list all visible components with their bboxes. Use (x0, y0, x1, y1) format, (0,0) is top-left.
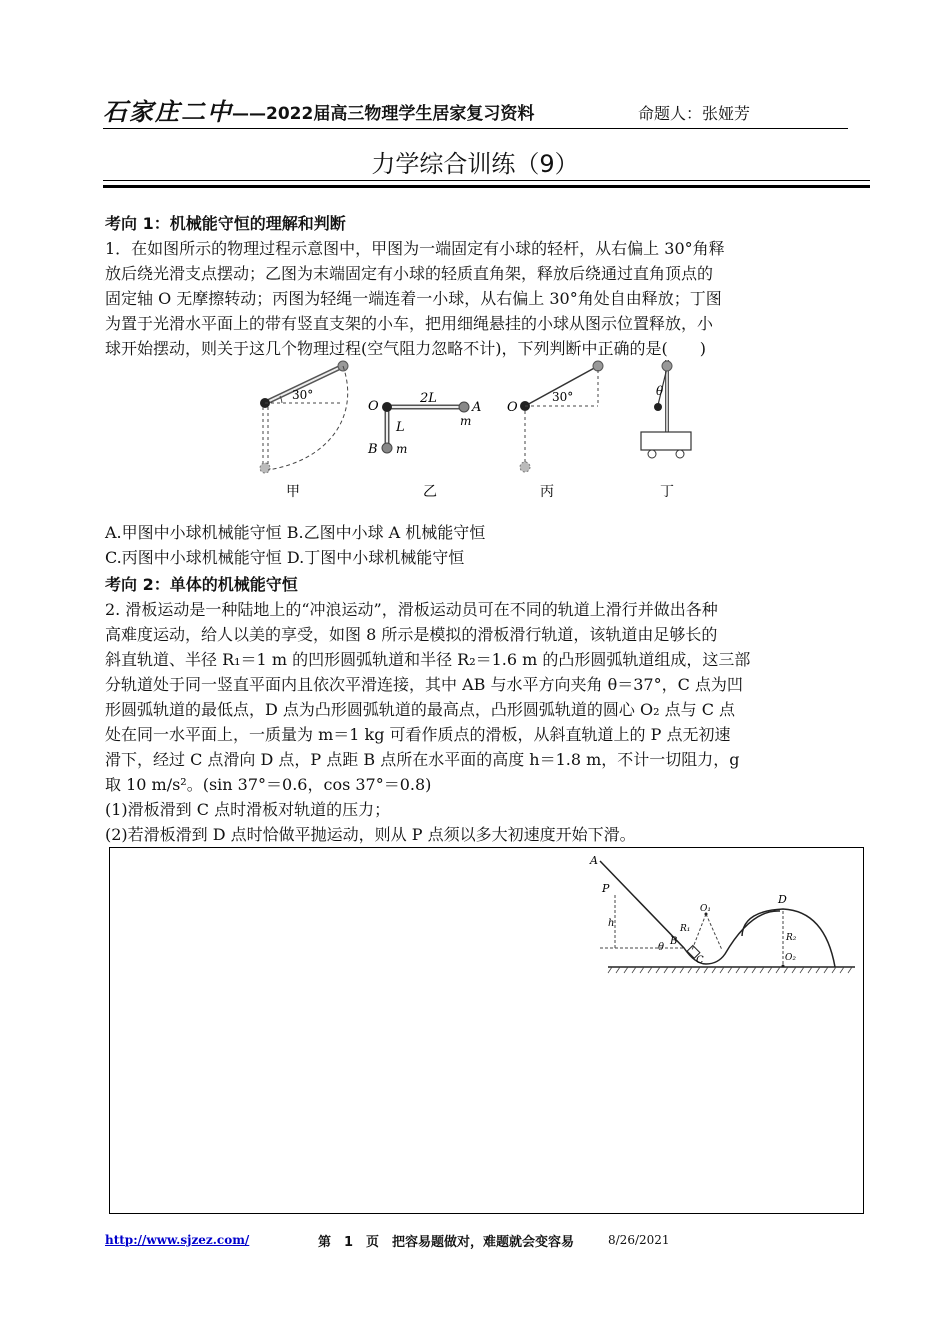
q2-line: 2. 滑板运动是一种陆地上的“冲浪运动”，滑板运动员可在不同的轨道上滑行并做出各种 (105, 600, 718, 619)
ground-hatching (608, 967, 852, 973)
q1-line: 1．在如图所示的物理过程示意图中，甲图为一端固定有小球的轻杆，从右偏上 30°角释 (105, 239, 725, 258)
question1-figure (240, 355, 710, 505)
footer-date: 8/26/2021 (608, 1233, 670, 1247)
label-O2: O₂ (785, 953, 796, 963)
q2-line: 滑下，经过 C 点滑向 D 点，P 点距 B 点所在水平面的高度 h＝1.8 m，不计一切阻力，g (105, 750, 740, 769)
label-O1: O₁ (700, 904, 711, 914)
section2-heading: 考向 2：单体的机械能守恒 (105, 575, 298, 594)
section1-heading: 考向 1：机械能守恒的理解和判断 (105, 214, 346, 233)
title-rule-thick (103, 185, 870, 188)
q2-line: 分轨道处于同一竖直平面内且依次平滑连接，其中 AB 与水平方向夹角 θ＝37°，C 点为凹 (105, 675, 743, 694)
question2-figure (590, 854, 860, 976)
q2-line: 形圆弧轨道的最低点，D 点为凸形圆弧轨道的最高点，凸形圆弧轨道的圆心 O₂ 点与 C 点 (105, 700, 736, 719)
q1-option-line: C.丙图中小球机械能守恒 D.丁图中小球机械能守恒 (105, 548, 465, 567)
caption-ding: 丁 (660, 484, 674, 500)
q1-line: 固定轴 O 无摩擦转动；丙图为轻绳一端连着一小球，从右偏上 30°角处自由释放；丁图 (105, 289, 722, 308)
yi-m-top-label: m (460, 414, 472, 428)
bing-angle-label: 30° (552, 390, 574, 404)
question2-text (105, 597, 845, 847)
q2-line: 取 10 m/s²。(sin 37°＝0.6，cos 37°＝0.8) (105, 775, 432, 794)
jia-angle-label: 30° (292, 388, 314, 402)
q2-line: (1)滑板滑到 C 点时滑板对轨道的压力； (105, 800, 391, 819)
figure-jia (260, 361, 348, 500)
title-rule-thin (103, 180, 870, 181)
caption-bing: 丙 (540, 484, 554, 500)
figure-ding (641, 360, 691, 500)
yi-B-label: B (368, 442, 378, 457)
label-A: A (590, 854, 598, 867)
q1-line: 放后绕光滑支点摆动；乙图为末端固定有小球的轻质直角架，释放后绕通过直角顶点的 (105, 264, 714, 283)
q2-line: 斜直轨道、半径 R₁＝1 m 的凹形圆弧轨道和半径 R₂＝1.6 m 的凸形圆弧轨道组成，这三部 (105, 650, 751, 669)
figure-yi (367, 391, 481, 500)
label-D: D (778, 893, 787, 906)
label-C: C (696, 955, 704, 966)
yi-L-label: L (396, 420, 405, 435)
label-h: h (608, 918, 615, 929)
ding-theta-label: θ (656, 384, 664, 398)
figure-bing (507, 361, 603, 500)
label-B: B (670, 936, 678, 947)
q1-line: 为置于光滑水平面上的带有竖直支架的小车，把用细绳悬挂的小球从图示位置释放，小 (105, 314, 714, 333)
bing-O-label: O (507, 400, 518, 415)
page-title: 力学综合训练（9） (371, 150, 579, 178)
yi-O-label: O (368, 399, 379, 414)
header-divider (103, 128, 848, 129)
q2-line: (2)若滑板滑到 D 点时恰做平抛运动，则从 P 点须以多大初速度开始下滑。 (105, 825, 636, 844)
question1-text (105, 236, 845, 361)
footer-page-text: 第 1 页 把容易题做对，难题就会变容易 (318, 1235, 575, 1250)
yi-2L-label: 2L (420, 391, 437, 406)
caption-jia: 甲 (286, 484, 300, 500)
q2-line: 处在同一水平面上，一质量为 m＝1 kg 可看作质点的滑板，从斜直轨道上的 P 点无初速 (105, 725, 731, 744)
label-R2: R₂ (786, 933, 797, 943)
q1-line: 球开始摆动，则关于这几个物理过程(空气阻力忽略不计)，下列判断中正确的是( ) (105, 339, 706, 358)
q1-options (105, 520, 485, 570)
yi-A-label: A (472, 400, 482, 415)
header-title: ——2022届高三物理学生居家复习资料 (232, 104, 535, 124)
caption-yi: 乙 (423, 484, 437, 500)
header-author: 命题人：张娅芳 (638, 104, 751, 123)
label-R1: R₁ (680, 924, 691, 934)
school-logo: 石家庄二中 (103, 97, 233, 126)
q1-option-line: A.甲图中小球机械能守恒 B.乙图中小球 A 机械能守恒 (105, 523, 486, 542)
label-P: P (602, 882, 610, 895)
answer-box (109, 847, 864, 1214)
footer-link[interactable]: http://www.sjzez.com/ (105, 1233, 250, 1247)
yi-m-bottom-label: m (396, 442, 408, 456)
label-theta: θ (658, 942, 665, 953)
q2-line: 高难度运动，给人以美的享受，如图 8 所示是模拟的滑板滑行轨道，该轨道由足够长的 (105, 625, 718, 644)
